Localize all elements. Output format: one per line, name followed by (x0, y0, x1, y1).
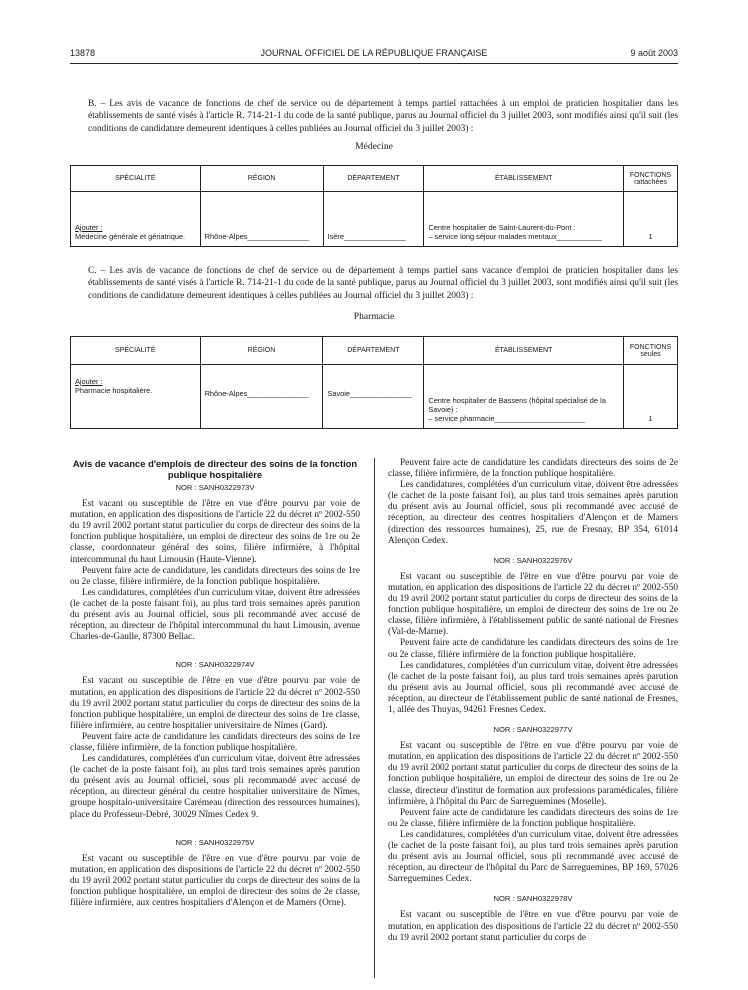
nor-reference: NOR : SANH0322974V (175, 660, 255, 670)
issue-date: 9 août 2003 (630, 48, 678, 58)
paragraph: Est vacant ou susceptible de l'être en vue d'être pourvu par voie de mutation, en application des dispositions de l'article 22 du décret nº 2002-550 du 19 avril 2002 portant statut particulier du corps de directeur des soins de la fonction publique hospitalière, un emploi de directeur des soins de 1re ou 2e classe, coordonnateur général des soins, filière infirmière, à l'hôpital intercommunal du haut Limousin (Haute-Vienne). (70, 499, 360, 565)
cell-specialite: Médecine générale et gériatrique. (75, 232, 186, 241)
paragraph: Les candidatures, complétées d'un curriculum vitae, doivent être adressées (le cachet de la poste faisant foi), au plus tard trois semaines après parution du présent avis au Journal officiel, sous pli recommandé avec accusé de réception, au directeur de l'hôpital du Parc de Sarreguemines, BP 169, 57026 Sarreguemines Cedex. (388, 829, 678, 885)
col-etablissement: ÉTABLISSEMENT (424, 166, 624, 192)
nor-reference: NOR : SANH0322978V (493, 894, 573, 904)
col-specialite: SPÉCIALITÉ (71, 166, 201, 192)
paragraph: Est vacant ou susceptible de l'être en vue d'être pourvu par voie de mutation, en application des dispositions de l'article 22 du décret nº 2002-550 du 19 avril 2002 portant statut particulier du corps de directeur des soins de la fonction publique hospitalière, un emploi de directeur des soins de 1re ou 2e classe, directeur d'institut de formation aux professions paramédicales, filière infirmière, à l'hôpital du Parc de Sarreguemines (Moselle). (388, 741, 678, 807)
cell-fonctions: 1 (624, 365, 678, 429)
journal-title: JOURNAL OFFICIEL DE LA RÉPUBLIQUE FRANÇAISE (260, 48, 488, 58)
section-c-caption: Pharmacie (353, 311, 395, 322)
nor-reference: NOR : SANH0322973V (175, 483, 255, 492)
paragraph: Les candidatures, complétées d'un curriculum vitae, doivent être adressées (le cachet de la poste faisant foi), au plus tard trois semaines après parution du présent avis au Journal officiel, sous pli recommandé avec accusé de réception, au directeur de l'établissement public de santé national de Fresnes, 1, allée des Thuyas, 94261 Fresnes Cedex. (388, 660, 678, 715)
cell-region: Rhône-Alpes (204, 389, 248, 398)
paragraph: Peuvent faire acte de candidature, les candidats directeurs des soins de 1re ou 2e classe, filière infirmière, de la fonction publique hospitalière. (70, 565, 360, 587)
table-medecine (70, 165, 678, 247)
cell-etablissement-1: Centre hospitalier de Bassens (hôpital spécialisé de la Savoie) : (428, 396, 606, 414)
col-departement: DÉPARTEMENT (323, 166, 424, 192)
page-number: 13878 (70, 48, 96, 58)
nor-reference: NOR : SANH0322975V (175, 837, 255, 847)
cell-region: Rhône-Alpes (204, 232, 248, 241)
table-row: Ajouter : Pharmacie hospitalière. Rhône-Alpes_______________ Savoie_______________ Centre hospitalier de Bassens (hôpital spécialisé de la Savoie) : – service pharmacie______________________ 1 (71, 365, 678, 429)
paragraph: Est vacant ou susceptible de l'être en vue d'être pourvu par voie de mutation, en application des dispositions de l'article 22 du décret nº 2002-550 du 19 avril 2002 portant statut particulier du corps de (388, 910, 678, 943)
cell-etablissement-1: Centre hospitalier de Saint-Laurent-du-Pont : (428, 223, 576, 232)
cell-specialite: Pharmacie hospitalière. (75, 386, 153, 395)
header-rule (70, 63, 678, 64)
table-row: Ajouter : Médecine générale et gériatrique. Rhône-Alpes_______________ Isère_______________ Centre hospitalier de Saint-Laurent-du-Pont : – service long séjour malades mentaux___________ 1 (71, 192, 678, 247)
nor-reference: NOR : SANH0322976V (493, 555, 573, 565)
col-etablissement: ÉTABLISSEMENT (424, 337, 624, 365)
section-b-text: B. – Les avis de vacance de fonctions de chef de service ou de département à temps partiel rattachées à un emploi de praticien hospitalier dans les établissements de santé visés à l'article R. 714-21-1 du code de la santé publique, parus au Journal officiel du 3 juillet 2003, sont modifiés ainsi qu'il suit (les conditions de candidature demeurent identiques à celles publiées au Journal officiel du 3 juillet 2003) : (88, 99, 678, 134)
section-b-caption: Médecine (355, 141, 393, 152)
cell-departement: Isère (327, 232, 344, 241)
col-specialite: SPÉCIALITÉ (71, 337, 201, 365)
right-column (388, 458, 678, 944)
section-c-text: C. – Les avis de vacance de fonctions de chef de service ou de département à temps partiel sans vacance d'emploi de praticien hospitalier dans les établissements de santé visés à l'article R. 714-21-1 du code de la santé publique, parus au Journal officiel du 3 juillet 2003, sont modifiés ainsi qu'il suit (les conditions de candidature demeurent identiques à celles publiées au Journal officiel du 3 juillet 2003) : (88, 266, 678, 301)
paragraph: Les candidatures, complétées d'un curriculum vitae, doivent être adressées (le cachet de la poste faisant foi), au plus tard trois semaines après parution du présent avis au Journal officiel, sous pli recommandé avec accusé de réception, au directeur général du centre hospitalier universitaire de Nîmes, groupe hospitalo-universitaire Carémeau (direction des ressources humaines), place du Professeur-Debré, 30029 Nîmes Cedex 9. (70, 754, 360, 820)
col-fonctions: FONCTIONS rattachées (624, 166, 678, 192)
paragraph: Peuvent faire acte de candidature les candidats directeurs des soins de 1re classe, filière infirmière, de la fonction publique hospitalière. (70, 731, 360, 753)
nor-reference: NOR : SANH0322977V (493, 725, 573, 735)
left-column (70, 458, 360, 909)
cell-fonctions: 1 (624, 192, 678, 247)
col-departement: DÉPARTEMENT (323, 337, 424, 365)
col-region: RÉGION (200, 166, 323, 192)
paragraph: Peuvent faire acte de candidature les candidats directeurs des soins de 1re ou 2e classe, filière infirmière de la fonction publique hospitalière. (388, 807, 678, 829)
paragraph: Peuvent faire acte de candidature les candidats directeurs des soins de 1re ou 2e classe, filière infirmière de la fonction publique hospitalière. (388, 638, 678, 660)
paragraph: Les candidatures, complétées d'un curriculum vitae, doivent être adressées (le cachet de la poste faisant foi), au plus tard trois semaines après parution du présent avis au Journal officiel, sous pli recommandé avec accusé de réception, au directeur de l'hôpital intercommunal du haut Limousin, avenue Charles-de-Gaulle, 87300 Bellac. (70, 587, 360, 643)
column-divider (374, 458, 375, 978)
paragraph: Est vacant ou susceptible de l'être en vue d'être pourvu par voie de mutation, en application des dispositions de l'article 22 du décret nº 2002-550 du 19 avril 2002 portant statut particulier du corps de directeur des soins de la fonction publique hospitalière, un emploi de directeur des soins de 1re classe, filière infirmière, au centre hospitalier universitaire de Nîmes (Gard). (70, 676, 360, 731)
paragraph: Peuvent faire acte de candidature les candidats directeurs des soins de 2e classe, filière infirmière, de la fonction publique hospitalière. (388, 458, 678, 480)
avis-title: Avis de vacance d'emplois de directeur des soins de la fonction publique hospitalière (72, 458, 358, 480)
cell-etablissement-2: – service pharmacie (428, 414, 495, 423)
cell-etablissement-2: – service long séjour malades mentaux (428, 232, 557, 241)
paragraph: Les candidatures, complétées d'un curriculum vitae, doivent être adressées (le cachet de la poste faisant foi), au plus tard trois semaines après parution du présent avis au Journal officiel, sous pli recommandé avec accusé de réception, au directeur des centres hospitaliers d'Alençon et de Mamers (direction des ressources humaines), 25, rue de Fresnay, BP 354, 61014 Alençon Cedex. (388, 480, 678, 546)
col-region: RÉGION (200, 337, 323, 365)
paragraph: Est vacant ou susceptible de l'être en vue d'être pourvu par voie de mutation, en application des dispositions de l'article 22 du décret nº 2002-550 du 19 avril 2002 portant statut particulier du corps de directeur des soins de la fonction publique hospitalière, un emploi de directeur des soins de 2e classe, filière infirmière, aux centres hospitaliers d'Alençon et de Mamers (Orne). (70, 853, 360, 909)
paragraph: Est vacant ou susceptible de l'être en vue d'être pourvu par voie de mutation, en application des dispositions de l'article 22 du décret nº 2002-550 du 19 avril 2002 portant statut particulier du corps de directeur des soins de la fonction publique hospitalière, un emploi de directeur des soins de 1re ou 2e classe, filière infirmière, à l'établissement public de santé national de Fresnes (Val-de-Marne). (388, 571, 678, 638)
table-pharmacie (70, 336, 678, 429)
col-fonctions: FONCTIONS seules (624, 337, 678, 365)
ajouter-label: Ajouter : (75, 377, 103, 386)
ajouter-label: Ajouter : (75, 223, 103, 232)
cell-departement: Savoie (327, 389, 351, 398)
page-header (70, 48, 678, 62)
